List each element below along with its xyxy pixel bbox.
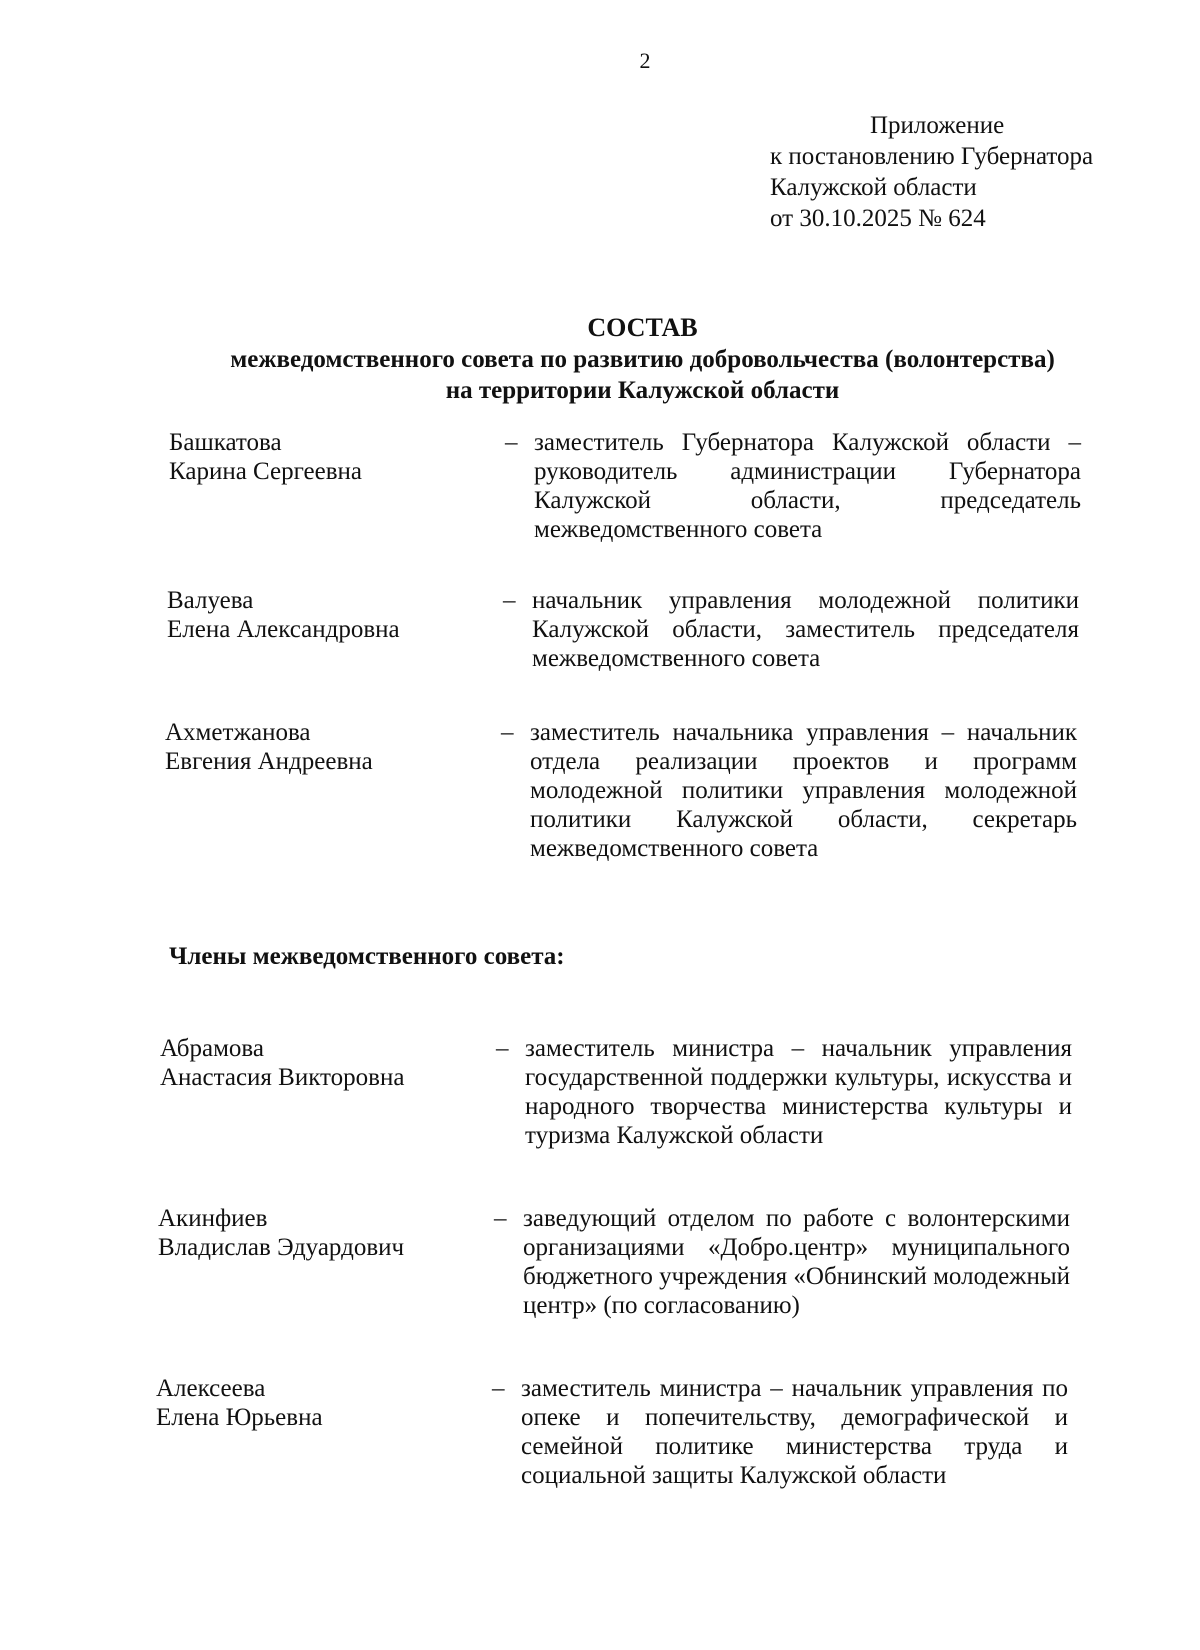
person-surname: Башкатова (169, 429, 282, 456)
person-name (167, 586, 487, 644)
person-position: начальник управления молодежной политики Калужской области, заместитель председателя межведомственного совета (532, 587, 1079, 672)
person-given-name: Владислав Эдуардович (158, 1234, 405, 1261)
person-name (165, 718, 485, 776)
entry-dash: – (505, 429, 518, 456)
person-position: заместитель министра – начальник управления по опеке и попечительству, демографической и семейной политике министерства труда и социальной защиты Калужской области (521, 1375, 1068, 1489)
person-name (169, 428, 489, 486)
person-surname: Ахметжанова (165, 719, 311, 746)
person-surname: Акинфиев (158, 1205, 268, 1232)
person-name (156, 1374, 476, 1432)
document-subtitle-line: межведомственного совета по развитию добровольчества (волонтерства) (230, 346, 1055, 373)
page-number: 2 (639, 48, 651, 73)
person-surname: Алексеева (156, 1375, 266, 1402)
document-title-block (150, 312, 1135, 406)
person-given-name: Елена Юрьевна (156, 1404, 323, 1431)
entry-dash: – (496, 1035, 509, 1062)
appendix-header (770, 110, 1190, 234)
person-position: заместитель министра – начальник управления государственной поддержки культуры, искусства и народного творчества министерства культуры и туризма Калужской области (525, 1035, 1072, 1149)
document-title: СОСТАВ (587, 313, 698, 342)
appendix-line: Калужской области (770, 174, 977, 201)
person-position: заместитель начальника управления – начальник отдела реализации проектов и программ молодежной политики управления молодежной политики Калужской области, секретарь межведомственного совета (530, 719, 1077, 862)
person-given-name: Анастасия Викторовна (160, 1064, 405, 1091)
person-position: заведующий отделом по работе с волонтерскими организациями «Добро.центр» муниципального бюджетного учреждения «Обнинский молодежный центр» (по согласованию) (523, 1205, 1070, 1319)
appendix-line: Приложение (870, 112, 1005, 139)
person-given-name: Евгения Андреевна (165, 748, 373, 775)
person-position: заместитель Губернатора Калужской области – руководитель администрации Губернатора Калужской области, председатель межведомственного совета (534, 429, 1081, 543)
person-given-name: Карина Сергеевна (169, 458, 363, 485)
person-surname: Валуева (167, 587, 254, 614)
appendix-line: от 30.10.2025 № 624 (770, 205, 986, 232)
members-heading: Члены межведомственного совета: (169, 943, 565, 970)
person-surname: Абрамова (160, 1035, 264, 1062)
person-name (158, 1204, 478, 1262)
appendix-line: к постановлению Губернатора (770, 143, 1094, 170)
document-subtitle-line: на территории Калужской области (445, 377, 840, 404)
person-name (160, 1034, 480, 1092)
entry-dash: – (501, 719, 514, 746)
person-given-name: Елена Александровна (167, 616, 400, 643)
entry-dash: – (503, 587, 516, 614)
entry-dash: – (494, 1205, 507, 1232)
entry-dash: – (492, 1375, 505, 1402)
